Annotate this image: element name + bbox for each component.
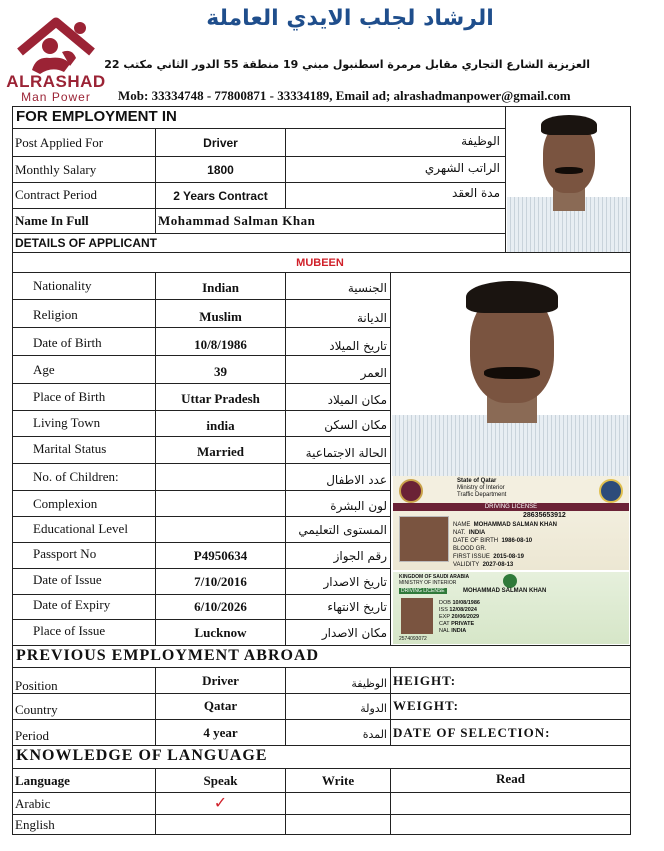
detail-label: No. of Children: — [33, 469, 119, 484]
contract-period-arabic: مدة العقد — [452, 186, 500, 200]
saudi-licence-photo — [401, 598, 433, 634]
height-label: HEIGHT: — [393, 673, 457, 688]
language-name: English — [15, 817, 55, 832]
saudi-dob-field: DOB 10/08/1986 — [439, 600, 480, 606]
detail-label: Date of Issue — [33, 572, 102, 587]
contract-period-label: Contract Period — [15, 187, 97, 202]
detail-value: Married — [197, 444, 244, 459]
monthly-salary-label: Monthly Salary — [15, 162, 97, 177]
detail-arabic: عدد الاطفال — [326, 473, 387, 487]
detail-value: Uttar Pradesh — [181, 391, 260, 406]
detail-label: Age — [33, 362, 55, 377]
contract-period-value: 2 Years Contract — [173, 189, 268, 203]
detail-value: Muslim — [199, 309, 242, 324]
saudi-kingdom: KINGDOM OF SAUDI ARABIA — [399, 574, 470, 580]
arabic-address: العزيزية الشارع التجاري مقابل مرمرة اسطنبول مبني 19 منطقة 55 الدور الثاني مكتب 22 — [104, 58, 590, 71]
prev-value: 4 year — [203, 725, 238, 740]
qatar-dob: 1986-08-10 — [501, 538, 533, 544]
agency-code: MUBEEN — [296, 257, 344, 269]
monthly-salary-value: 1800 — [207, 163, 234, 177]
detail-arabic: تاريخ الانتهاء — [327, 600, 387, 614]
read-col-header: Read — [496, 771, 525, 786]
saudi-dob: 10/08/1986 — [452, 600, 480, 606]
saudi-licence-title: DRIVING LICENSE — [401, 588, 445, 594]
detail-value: 6/10/2026 — [194, 599, 247, 614]
date-of-selection-label: DATE OF SELECTION: — [393, 725, 551, 740]
write-col-header: Write — [321, 773, 355, 788]
detail-label: Nationality — [33, 278, 92, 293]
saudi-licence-fields — [439, 600, 539, 635]
form-title: FOR EMPLOYMENT IN — [16, 108, 177, 125]
logo-brand: ALRASHAD — [6, 72, 106, 91]
prev-arabic: الوظيفة — [351, 677, 387, 690]
detail-label: Religion — [33, 307, 78, 322]
qatar-ministry: Ministry of Interior — [457, 485, 505, 491]
saudi-driving-licence — [393, 572, 629, 644]
saudi-nal-field: NAL INDIA — [439, 628, 467, 634]
language-col-header: Language — [15, 773, 70, 788]
saudi-emblem-icon — [503, 574, 517, 588]
saudi-ministry: MINISTRY OF INTERIOR — [399, 580, 457, 586]
contact-line: Mob: 33334748 - 77800871 - 33334189, Email ad; alrashadmanpower@gmail.com — [118, 88, 571, 103]
saudi-exp: 20/06/2029 — [451, 614, 480, 620]
qatar-dept: Traffic Department — [457, 492, 507, 498]
monthly-salary-arabic: الراتب الشهري — [424, 161, 500, 175]
qatar-first-issue-field: FIRST ISSUE 2015-08-19 — [453, 554, 524, 560]
qatar-licence-photo — [399, 516, 449, 562]
detail-value: 10/8/1986 — [194, 337, 247, 352]
prev-value: Driver — [202, 673, 239, 688]
prev-value: Qatar — [203, 698, 238, 713]
detail-value: 7/10/2016 — [194, 574, 247, 589]
detail-label: Passport No — [33, 546, 97, 561]
logo-tagline: Man Power — [21, 90, 91, 104]
saudi-cat-field: CAT PRIVATE — [439, 621, 475, 627]
saudi-exp-field: EXP 20/06/2029 — [439, 614, 480, 620]
house-hands-icon — [6, 12, 106, 78]
detail-arabic: الديانة — [356, 311, 387, 325]
applicant-photo-large — [392, 273, 630, 476]
detail-value: P4950634 — [193, 548, 248, 563]
name-value: Mohammad Salman Khan — [158, 213, 316, 228]
applicant-photo-small — [507, 107, 630, 252]
qatar-licence-number: 28635653912 — [523, 512, 566, 519]
detail-arabic: المستوى التعليمي — [298, 523, 387, 537]
language-title: KNOWLEDGE OF LANGUAGE — [16, 747, 268, 764]
saudi-name: MOHAMMAD SALMAN KHAN — [463, 588, 547, 594]
detail-label: Educational Level — [33, 521, 128, 536]
details-title: DETAILS OF APPLICANT — [15, 236, 157, 250]
qatar-emblem-icon — [399, 479, 423, 503]
detail-value: 39 — [214, 364, 227, 379]
detail-arabic: رقم الجواز — [333, 549, 387, 563]
prev-label: Period — [15, 728, 49, 743]
qatar-licence-title: DRIVING LICENSE — [393, 503, 629, 511]
post-applied-label: Post Applied For — [15, 135, 104, 150]
saudi-cat: PRIVATE — [451, 621, 475, 627]
detail-value: Indian — [202, 280, 239, 295]
qatar-licence-fields — [453, 521, 623, 569]
saudi-iss-field: ISS 12/08/2024 — [439, 607, 477, 613]
previous-employment-title: PREVIOUS EMPLOYMENT ABROAD — [16, 647, 320, 664]
detail-arabic: تاريخ الميلاد — [329, 339, 387, 353]
arabic-company-title: الرشاد لجلب الايدي العاملة — [206, 6, 494, 31]
post-applied-value: Driver — [203, 136, 238, 150]
qatar-dob-field: DATE OF BIRTH 1986-08-10 — [453, 538, 533, 544]
qatar-traffic-emblem-icon — [599, 479, 623, 503]
qatar-first-issue: 2015-08-19 — [493, 554, 524, 560]
detail-arabic: تاريخ الاصدار — [323, 575, 387, 589]
saudi-iss: 12/08/2024 — [449, 607, 477, 613]
name-label: Name In Full — [15, 213, 89, 228]
qatar-name: MOHAMMAD SALMAN KHAN — [473, 522, 557, 528]
qatar-driving-licence — [393, 476, 629, 570]
detail-arabic: لون البشرة — [330, 499, 387, 513]
qatar-name-field: NAME MOHAMMAD SALMAN KHAN — [453, 522, 557, 528]
detail-value: india — [206, 418, 235, 433]
qatar-state: State of Qatar — [457, 478, 497, 484]
qatar-nat-field: NAT. INDIA — [453, 530, 486, 536]
qatar-validity: 2027-08-13 — [482, 562, 514, 568]
detail-arabic: مكان السكن — [324, 418, 387, 432]
detail-arabic: الحالة الاجتماعية — [305, 446, 387, 460]
detail-label: Complexion — [33, 496, 98, 511]
prev-arabic: الدولة — [360, 702, 387, 715]
qatar-validity-field: VALIDITY 2027-08-13 — [453, 562, 514, 568]
post-applied-arabic: الوظيفة — [461, 134, 500, 148]
prev-arabic: المدة — [362, 728, 387, 741]
weight-label: WEIGHT: — [393, 698, 459, 713]
detail-label: Place of Birth — [33, 389, 106, 404]
company-logo — [6, 12, 106, 104]
qatar-blood-field: BLOOD GR. — [453, 546, 487, 552]
speak-check-icon: ✓ — [213, 793, 228, 812]
detail-label: Place of Issue — [33, 623, 106, 638]
language-name: Arabic — [15, 796, 51, 811]
detail-arabic: مكان الميلاد — [327, 393, 387, 407]
detail-label: Marital Status — [33, 441, 107, 456]
detail-value: Lucknow — [194, 625, 247, 640]
detail-arabic: مكان الاصدار — [321, 626, 387, 640]
saudi-nal: INDIA — [451, 628, 467, 634]
detail-arabic: الجنسية — [347, 281, 387, 295]
speak-col-header: Speak — [203, 773, 238, 788]
detail-label: Living Town — [33, 415, 101, 430]
prev-label: Position — [15, 678, 58, 693]
prev-label: Country — [15, 702, 58, 717]
detail-label: Date of Birth — [33, 335, 102, 350]
detail-label: Date of Expiry — [33, 597, 111, 612]
qatar-nat: INDIA — [468, 530, 486, 536]
saudi-licence-number: 2574093072 — [399, 636, 427, 642]
detail-arabic: العمر — [360, 366, 387, 380]
